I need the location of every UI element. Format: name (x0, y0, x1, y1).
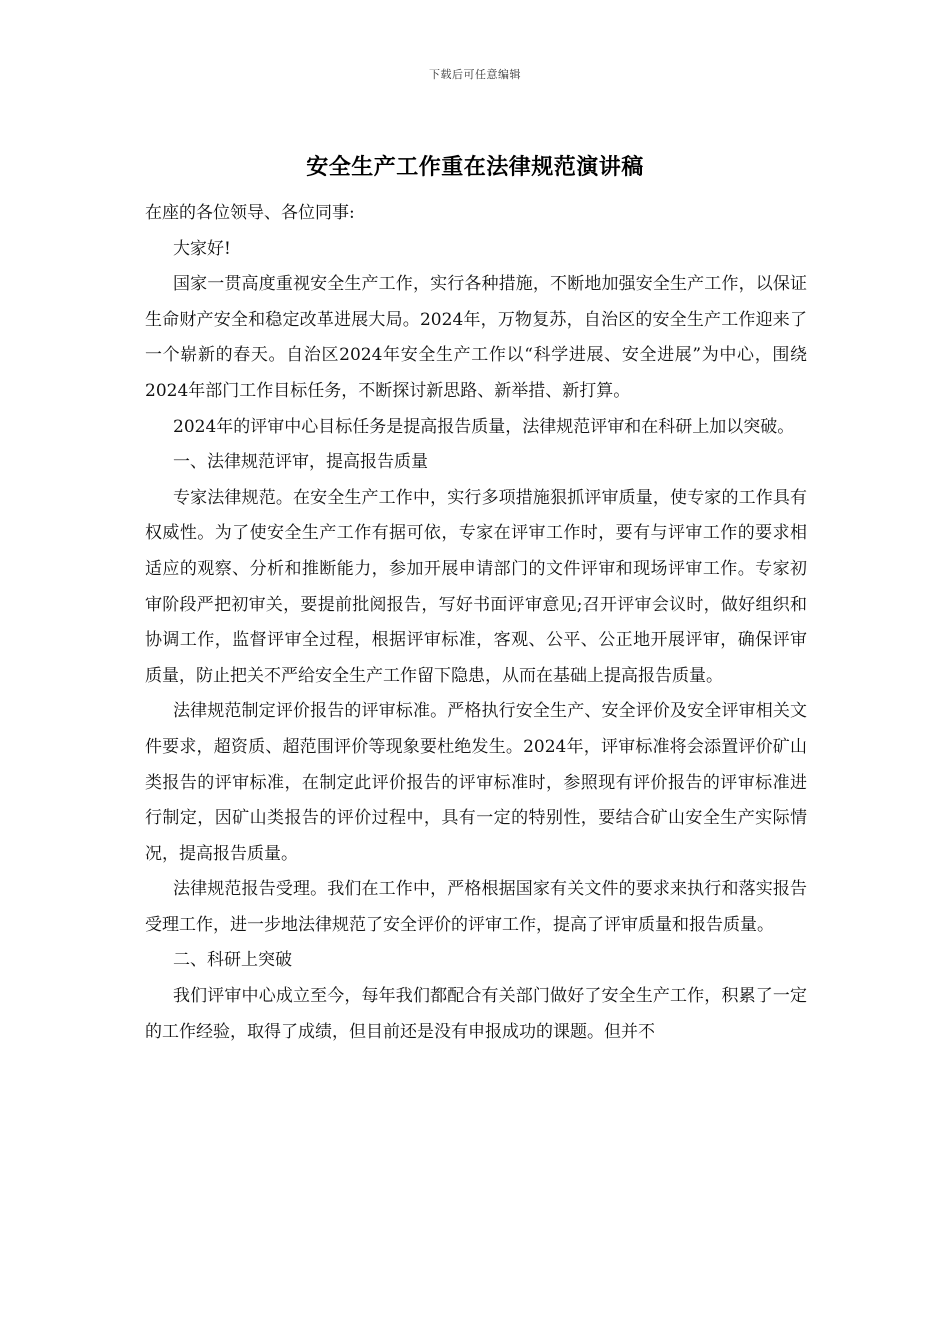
body-paragraph: 法律规范制定评价报告的评审标准。严格执行安全生产、安全评价及安全评审相关文件要求，超资质、超范围评价等现象要杜绝发生。2024年，评审标准将会添置评价矿山类报告的评审标准，在制定此评价报告的评审标准时，参照现有评价报告的评审标准进行制定，因矿山类报告的评价过程中，具有一定的特别性，要结合矿山安全生产实际情况，提高报告质量。 (145, 701, 807, 864)
section-heading: 二、科研上突破 (173, 950, 292, 971)
salutation: 在座的各位领导、各位同事: (145, 203, 355, 223)
header-note: 下载后可任意编辑 (429, 68, 521, 81)
body-paragraph: 国家一贯高度重视安全生产工作，实行各种措施，不断地加强安全生产工作，以保证生命财产安全和稳定改革进展大局。2024年，万物复苏，自治区的安全生产工作迎来了一个崭新的春天。自治区2024年安全生产工作以“科学进展、安全进展”为中心，围绕2024年部门工作目标任务，不断探讨新思路、新举措、新打算。 (145, 274, 807, 401)
body-paragraph: 法律规范报告受理。我们在工作中，严格根据国家有关文件的要求来执行和落实报告受理工作，进一步地法律规范了安全评价的评审工作，提高了评审质量和报告质量。 (145, 879, 807, 935)
document-body (145, 196, 807, 1050)
document-title: 安全生产工作重在法律规范演讲稿 (306, 154, 644, 180)
greeting-paragraph: 大家好! (173, 238, 231, 259)
body-paragraph: 专家法律规范。在安全生产工作中，实行多项措施狠抓评审质量，使专家的工作具有权威性。为了使安全生产工作有据可依，专家在评审工作时，要有与评审工作的要求相适应的观察、分析和推断能力，参加开展申请部门的文件评审和现场评审工作。专家初审阶段严把初审关，要提前批阅报告，写好书面评审意见;召开评审会议时，做好组织和协调工作，监督评审全过程，根据评审标准，客观、公平、公正地开展评审，确保评审质量，防止把关不严给安全生产工作留下隐患，从而在基础上提高报告质量。 (145, 487, 807, 686)
body-paragraph: 2024年的评审中心目标任务是提高报告质量，法律规范评审和在科研上加以突破。 (173, 416, 795, 437)
body-paragraph: 我们评审中心成立至今，每年我们都配合有关部门做好了安全生产工作，积累了一定的工作经验，取得了成绩，但目前还是没有申报成功的课题。但并不 (145, 986, 807, 1042)
section-heading: 一、法律规范评审，提高报告质量 (173, 452, 428, 473)
